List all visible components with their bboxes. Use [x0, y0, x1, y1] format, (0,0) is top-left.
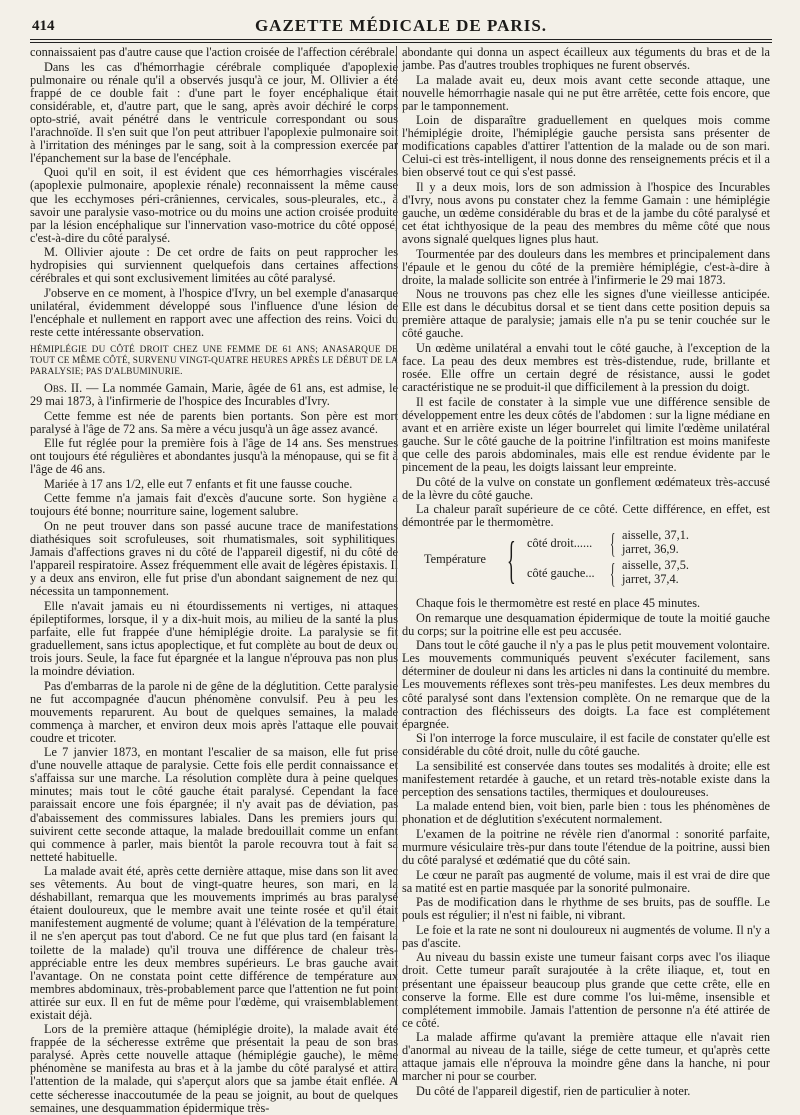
paragraph: Un œdème unilatéral a envahi tout le côté gauche, à l'exception de la face. La peau des deux membres est très-distendue, rude, brillante et rosée. Elle offre un certain degré de résistance, aussi le godet caractéristique ne se produit-il que difficilement à la pression du doigt.: [402, 341, 770, 395]
paragraph: abondante qui donna un aspect écailleux aux téguments du bras et de la jambe. Pas d'autres troubles trophiques ne furent observés.: [402, 45, 770, 73]
paragraph: Quoi qu'il en soit, il est évident que ces hémorrhagies viscérales (apoplexie pulmonaire, apoplexie rénale) reconnaissent la même cause que les ecchymoses péri-crâniennes, cervicales, sous-pleurales, etc., à savoir une paralysie vaso-motrice ou du moins une action croisée produite par la lésion encéphalique sur l'innervation vaso-motrice du côté opposé, c'est-à-dire du côté paralysé.: [30, 165, 398, 245]
left-side-label: côté gauche...: [527, 566, 595, 581]
paragraph: Chaque fois le thermomètre est resté en place 45 minutes.: [416, 596, 701, 611]
paragraph: Cette femme n'a jamais fait d'excès d'aucune sorte. Son hygiène a toujours été bonne; nourriture saine, logement salubre.: [30, 491, 398, 519]
paragraph: Le foie et la rate ne sont ni douloureux ni augmentés de volume. Il n'y a pas d'ascite.: [402, 922, 770, 950]
paragraph: La malade avait été, après cette dernière attaque, mise dans son lit avec ses vêtements. Au bout de vingt-quatre heures, son mari, en la déshabillant, remarqua que les mouvements imprimés au bras paralysé étaient douloureux, que le membre avait une teinte rosée et qu'il était manifestement augmenté de volume; quant à l'élévation de la température, il ne s'en aperçut pas tout d'abord. Ce ne fut que plus tard (en faisant la toilette de la malade) qu'il trouva une différence de chaleur très-appréciable entre les deux membres supérieurs. Le bras gauche avait l'avantage. On ne constata point cette différence de température aux membres abdominaux, très-probablement parce que l'attention ne fut point attirée sur eux. Il en fut de même pour l'œdème, qui vraisemblablement existait déjà.: [30, 864, 398, 1022]
paragraph: Pas d'embarras de la parole ni de gêne de la déglutition. Cette paralysie ne fut accompagnée d'aucun phénomène convulsif. Peu à peu les mouvements reparurent. Au bout de quelques semaines, la malade commença à marcher, et environ deux mois après l'attaque elle pouvait coudre et tricoter.: [30, 678, 398, 745]
left-axilla-temp: aisselle, 37,5.: [622, 558, 689, 573]
right-side-label: côté droit......: [527, 536, 593, 551]
brace: {: [610, 559, 616, 591]
observation-label: Obs. II.: [44, 381, 83, 396]
paragraph: La chaleur paraît supérieure de ce côté. Cette différence, en effet, est démontrée par le thermomètre.: [402, 502, 770, 530]
left-popliteal-temp: jarret, 37,4.: [622, 572, 679, 587]
paragraph: Mariée à 17 ans 1/2, elle eut 7 enfants et fit une fausse couche.: [44, 476, 353, 491]
paragraph: La malade affirme qu'avant la première attaque elle n'avait rien d'anormal au niveau de la taille, siége de cette tumeur, et qu'après cette attaque jamais elle n'éprouva la moindre gêne dans la hanche, ni pour marcher ni pour se courber.: [402, 1030, 770, 1084]
paragraph: Elle fut réglée pour la première fois à l'âge de 14 ans. Ses menstrues ont toujours été régulières et abondantes jusqu'à la ménopause, qui se fit à l'âge de 46 ans.: [30, 436, 398, 477]
paragraph: Nous ne trouvons pas chez elle les signes d'une vieillesse anticipée. Elle est dans le décubitus dorsal et se tient dans cette position depuis sa première attaque de paralysie; jamais elle n'a pu se tenir couchée sur le côté gauche.: [402, 287, 770, 341]
observation-text: — La nommée Gamain, Marie, âgée de 61 ans, est admise, le 29 mai 1873, à l'infirmerie de l'hospice des Incurables d'Ivry.: [30, 381, 398, 409]
left-column: [30, 45, 398, 1115]
paragraph: La sensibilité est conservée dans toutes ses modalités à droite; elle est manifestement retardée à gauche, et un retard très-notable existe dans la perception des sensations tactiles, thermiques et douloureuses.: [402, 758, 770, 799]
right-popliteal-temp: jarret, 36,9.: [622, 542, 679, 557]
paragraph: J'observe en ce moment, à l'hospice d'Ivry, un bel exemple d'anasarque unilatéral, évidemment développé sous l'influence d'une lésion de l'encéphale et nullement en rapport avec une affection des reins. Voici du reste cette intéressante observation.: [30, 285, 398, 339]
page-number: 414: [32, 18, 55, 34]
paragraph: La malade entend bien, voit bien, parle bien : tous les phénomènes de phonation et de déglutition s'exécutent normalement.: [402, 799, 770, 827]
paragraph: connaissaient pas d'autre cause que l'action croisée de l'affection cérébrale.: [30, 45, 398, 59]
brace: {: [610, 529, 616, 561]
paragraph: Du côté de la vulve on constate un gonflement œdémateux très-accusé de la lèvre du côté gauche.: [402, 474, 770, 502]
paragraph: Elle n'avait jamais eu ni étourdissements ni vertiges, ni attaques épileptiformes, lorsque, il y a dix-huit mois, au milieu de la santé la plus parfaite, elle fut frappée d'une hémiplégie droite. La paralysie se fit graduellement, sans ictus apoplectique, et fut complète au bout de deux ou trois jours. Seule, la face fut épargnée et la langue n'éprouva pas non plus la moindre déviation.: [30, 598, 398, 679]
paragraph: On remarque une desquamation épidermique de toute la moitié gauche du corps; sur la poitrine elle est peu accusée.: [402, 610, 770, 638]
paragraph: On ne peut trouver dans son passé aucune trace de manifestations diathésiques soit scrofuleuses, soit rhumatismales, soit syphilitiques. Jamais d'affections graves ni du côté de l'appareil digestif, ni du côté de l'appareil respiratoire. Assez fréquemment elle avait de légères épistaxis. Il y a deux ans environ, elle fut prise d'un abondant saignement de nez qui nécessita un tamponnement.: [30, 519, 398, 599]
paragraph: La malade avait eu, deux mois avant cette seconde attaque, une nouvelle hémorrhagie nasale qui ne put être arrêtée, cette fois encore, que par le tamponnement.: [402, 72, 770, 113]
column-divider: [396, 46, 397, 1084]
paragraph: Lors de la première attaque (hémiplégie droite), la malade avait été frappée de la sécheresse extrême que présentait la peau de son bras paralysé. Après cette nouvelle attaque (hémiplégie gauche), le même phénomène se manifesta au bras et à la jambe du côté paralysé et attira l'attention de la malade, qui s'aperçut alors que sa jambe était enflée. A cette sécheresse inaccoutumée de la peau se joignit, au bout de quelques semaines, une desquammation épidermique très-: [30, 1022, 398, 1115]
section-heading: HÉMIPLÉGIE DU CÔTÉ DROIT CHEZ UNE FEMME DE 61 ANS; ANASARQUE DE TOUT CE MÊME CÔTÉ, SURVENU VINGT-QUATRE HEURES APRÈS LE DÉBUT DE LA PARALYSIE; PAS D'ALBUMINURIE.: [30, 344, 398, 377]
paragraph: Le 7 janvier 1873, en montant l'escalier de sa maison, elle fut prise d'une nouvelle attaque de paralysie. Cette fois elle perdit connaissance et s'affaissa sur une marche. La résolution complète dura à peine quelques minutes; mais tout le côté gauche était paralysé. Cependant la face paraissait encore une fois épargnée; il n'y avait pas de déviation, pas d'abaissement des commissures labiales. Dans les premiers jours qui suivirent cette seconde attaque, la malade bredouillait comme un enfant qui commence à parler, mais bientôt la parole recouvra tout à fait sa netteté habituelle.: [30, 745, 398, 864]
right-axilla-temp: aisselle, 37,1.: [622, 528, 689, 543]
journal-title: GAZETTE MÉDICALE DE PARIS.: [254, 16, 548, 35]
paragraph: Au niveau du bassin existe une tumeur faisant corps avec l'os iliaque droit. Cette tumeur paraît surajoutée à la crête iliaque, et, tout en présentant une épaisseur beaucoup plus grande que cette crête, elle en conserve la forme. Elle est dure comme l'os lui-même, insensible et complétement immobile. Jamais l'attention de personne n'a été attirée de ce côté.: [402, 950, 770, 1030]
header-rule-thin: [30, 42, 772, 43]
right-column: [402, 45, 770, 1098]
paragraph: Il est facile de constater à la simple vue une différence sensible de développement entre les deux côtés de l'abdomen : sur la ligne médiane en avant et en arrière existe un léger bourrelet qui limite l'œdème unilatéral gauche. Sur le côté gauche de la poitrine l'infiltration est moins manifeste que celle des parois abdominales, mais elle est rendue évidente par le pincement de la peau, les doigts laissant leur empreinte.: [402, 394, 770, 474]
page-header: [30, 16, 772, 38]
paragraph: Loin de disparaître graduellement en quelques mois comme l'hémiplégie droite, l'hémiplégie gauche persista sans présenter de modifications capables d'attirer l'attention de la malade ou de son mari. Celui-ci est très-intelligent, il nous donne des renseignements précis et il a bien observé tout ce qui s'est passé.: [402, 113, 770, 180]
observation-intro: [30, 382, 398, 408]
brace: {: [507, 532, 516, 590]
temperature-table: [402, 528, 770, 593]
paragraph: Tourmentée par des douleurs dans les membres et principalement dans l'épaule et le genou du côté de la première hémiplégie, c'est-à-dire à droite, la malade sollicite son entrée à l'infirmerie le 29 mai 1873.: [402, 246, 770, 287]
paragraph: Dans les cas d'hémorrhagie cérébrale compliquée d'apoplexie pulmonaire ou rénale qu'il a observés jusqu'à ce jour, M. Ollivier a été frappé de ce double fait : d'une part le foyer encéphalique était considérable, et, d'autre part, que le sang, après avoir déchiré le corps opto-strié, avait pénétré dans le ventricule correspondant ou sous l'arachnoïde. Il s'en suit que l'on peut attribuer l'apoplexie pulmonaire soit à l'irritation des méninges par le sang, soit à la compression exercée par l'épanchement sur la base de l'encéphale.: [30, 59, 398, 165]
paragraph: Pas de modification dans le rhythme de ses bruits, pas de souffle. Le pouls est régulier; il n'est ni faible, ni vibrant.: [402, 895, 770, 923]
paragraph: L'examen de la poitrine ne révèle rien d'anormal : sonorité parfaite, murmure vésiculaire très-pur dans toute l'étendue de la poitrine, aussi bien du côté paralysé et œdématié que du côté sain.: [402, 826, 770, 868]
header-rule: [30, 39, 772, 40]
paragraph: Il y a deux mois, lors de son admission à l'hospice des Incurables d'Ivry, nous avons pu constater chez la femme Gamain : une hémiplégie gauche, un œdème considérable du bras et de la jambe du côté paralysé et cet état ichthyosique de la peau des membres du même côté que nous avons signalé quelques lignes plus haut.: [402, 179, 770, 247]
paragraph: Le cœur ne paraît pas augmenté de volume, mais il est vrai de dire que sa matité est en partie masquée par la sonorité pulmonaire.: [402, 867, 770, 895]
paragraph: Si l'on interroge la force musculaire, il est facile de constater qu'elle est considérable du côté droit, nulle du côté gauche.: [402, 731, 770, 759]
paragraph: Cette femme est née de parents bien portants. Son père est mort paralysé à l'âge de 72 ans. Sa mère a vécu jusqu'à un âge assez avancé.: [30, 408, 398, 436]
paragraph: Du côté de l'appareil digestif, rien de particulier à noter.: [416, 1083, 691, 1098]
paragraph: M. Ollivier ajoute : De cet ordre de faits on peut rapprocher les hydropisies qui surviennent quelquefois dans certaines affections cérébrales et qui sont exclusivement limitées au côté paralysé.: [30, 245, 398, 286]
paragraph: Dans tout le côté gauche il n'y a pas le plus petit mouvement volontaire. Les mouvements communiqués peuvent s'exécuter facilement, sans déterminer de douleur ni dans les articles ni dans la continuité du membre. Les mouvements réflexes sont très-peu manifestes. Les deux membres du côté paralysé sont dans l'extension complète. On ne remarque que de la contraction des fléchisseurs des doigts. La face est complétement épargnée.: [402, 638, 770, 731]
temperature-label: Température: [424, 552, 486, 567]
